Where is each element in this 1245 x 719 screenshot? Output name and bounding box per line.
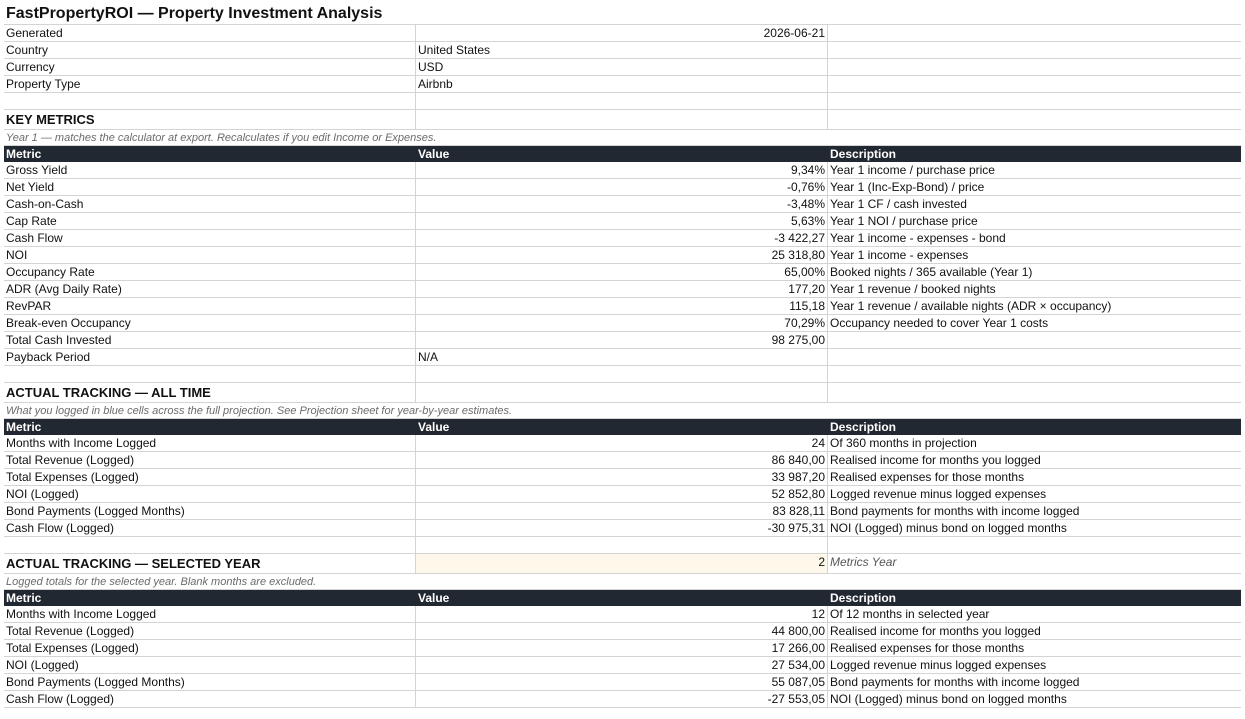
description-cell[interactable]: NOI (Logged) minus bond on logged months: [830, 692, 1067, 706]
metric-cell[interactable]: Occupancy Rate: [4, 264, 416, 280]
table-row: [4, 264, 1241, 281]
info-label[interactable]: Generated: [4, 25, 416, 41]
info-row: [4, 42, 1241, 59]
section-note-row: [4, 574, 1241, 590]
metric-cell[interactable]: Cash Flow: [4, 230, 416, 246]
empty-cell[interactable]: [416, 383, 828, 402]
value-cell[interactable]: -3 422,27: [416, 230, 828, 246]
table-row: [4, 623, 1241, 640]
description-cell[interactable]: Bond payments for months with income logged: [830, 504, 1080, 518]
description-cell[interactable]: Of 12 months in selected year: [830, 607, 990, 621]
value-cell[interactable]: 44 800,00: [416, 623, 828, 639]
value-cell[interactable]: 83 828,11: [416, 503, 828, 519]
info-value[interactable]: Airbnb: [416, 76, 828, 92]
value-cell[interactable]: 5,63%: [416, 213, 828, 229]
empty-cell[interactable]: [416, 366, 828, 382]
metric-cell[interactable]: Cash Flow (Logged): [4, 520, 416, 536]
section-title-row: [4, 110, 1241, 130]
empty-cell[interactable]: [828, 110, 1241, 129]
description-cell[interactable]: Logged revenue minus logged expenses: [830, 658, 1047, 672]
description-cell[interactable]: Bond payments for months with income logged: [830, 675, 1080, 689]
value-cell[interactable]: 17 266,00: [416, 640, 828, 656]
description-cell[interactable]: Year 1 (Inc-Exp-Bond) / price: [830, 180, 985, 194]
description-cell[interactable]: [828, 349, 1241, 365]
empty-cell[interactable]: [828, 366, 1241, 382]
blank-row: [4, 537, 1241, 554]
info-empty-cell[interactable]: [828, 76, 1241, 92]
value-cell[interactable]: N/A: [416, 349, 828, 365]
section-title-row: [4, 383, 1241, 403]
description-cell[interactable]: Year 1 revenue / booked nights: [830, 282, 996, 296]
info-row: [4, 76, 1241, 93]
value-cell[interactable]: 65,00%: [416, 264, 828, 280]
table-row: [4, 298, 1241, 315]
metrics-year-label[interactable]: Metrics Year: [830, 555, 897, 569]
header-metric[interactable]: Metric: [4, 590, 416, 605]
description-cell[interactable]: Realised income for months you logged: [830, 453, 1041, 467]
info-value[interactable]: USD: [416, 59, 828, 75]
table-row: [4, 606, 1241, 623]
value-cell[interactable]: -3,48%: [416, 196, 828, 212]
header-description[interactable]: Description: [828, 590, 1241, 605]
table-row: [4, 281, 1241, 298]
table-row: [4, 520, 1241, 537]
info-label[interactable]: Property Type: [4, 76, 416, 92]
table-row: [4, 230, 1241, 247]
value-cell[interactable]: 52 852,80: [416, 486, 828, 502]
info-row: [4, 59, 1241, 76]
value-cell[interactable]: 70,29%: [416, 315, 828, 331]
description-cell[interactable]: Realised expenses for those months: [830, 641, 1025, 655]
table-header-row: [4, 590, 1241, 606]
table-row: [4, 349, 1241, 366]
all-time-rows: [4, 435, 1241, 537]
metric-cell[interactable]: Cash Flow (Logged): [4, 691, 416, 707]
metric-cell[interactable]: Total Expenses (Logged): [4, 640, 416, 656]
table-row: [4, 196, 1241, 213]
value-cell[interactable]: 115,18: [416, 298, 828, 314]
value-cell[interactable]: -30 975,31: [416, 520, 828, 536]
description-cell[interactable]: Year 1 income - expenses: [830, 248, 969, 262]
description-cell[interactable]: Year 1 income / purchase price: [830, 163, 995, 177]
header-value[interactable]: Value: [416, 590, 828, 605]
table-row: [4, 503, 1241, 520]
table-row: [4, 640, 1241, 657]
table-row: [4, 469, 1241, 486]
description-cell[interactable]: Of 360 months in projection: [830, 436, 977, 450]
value-cell[interactable]: 12: [416, 606, 828, 622]
header-metric[interactable]: Metric: [4, 146, 416, 161]
metric-cell[interactable]: Months with Income Logged: [4, 606, 416, 622]
metric-cell[interactable]: Months with Income Logged: [4, 435, 416, 451]
empty-cell[interactable]: [416, 93, 828, 109]
info-date-value[interactable]: 2026-06-21: [416, 25, 828, 41]
description-cell[interactable]: Realised expenses for those months: [830, 470, 1025, 484]
metric-cell[interactable]: Total Cash Invested: [4, 332, 416, 348]
description-cell[interactable]: Year 1 income - expenses - bond: [830, 231, 1006, 245]
metric-cell[interactable]: Gross Yield: [4, 162, 416, 178]
selected-year-title[interactable]: ACTUAL TRACKING — SELECTED YEAR: [4, 554, 416, 573]
metric-cell[interactable]: Cap Rate: [4, 213, 416, 229]
metric-cell[interactable]: Total Revenue (Logged): [4, 623, 416, 639]
description-cell[interactable]: NOI (Logged) minus bond on logged months: [830, 521, 1067, 535]
value-cell[interactable]: 9,34%: [416, 162, 828, 178]
empty-cell[interactable]: [828, 93, 1241, 109]
description-cell[interactable]: Year 1 NOI / purchase price: [830, 214, 978, 228]
value-cell[interactable]: -0,76%: [416, 179, 828, 195]
spreadsheet-grid: [4, 4, 1241, 708]
table-header-row: [4, 146, 1241, 162]
selected-year-note[interactable]: Logged totals for the selected year. Blank months are excluded.: [6, 576, 317, 588]
info-value[interactable]: United States: [416, 42, 828, 58]
empty-cell[interactable]: [4, 537, 416, 553]
table-row: [4, 179, 1241, 196]
table-row: [4, 657, 1241, 674]
description-cell[interactable]: Logged revenue minus logged expenses: [830, 487, 1047, 501]
empty-cell[interactable]: [416, 110, 828, 129]
value-cell[interactable]: -27 553,05: [416, 691, 828, 707]
info-empty-cell[interactable]: [828, 25, 1241, 41]
info-row: [4, 25, 1241, 42]
key-metrics-title[interactable]: KEY METRICS: [4, 110, 416, 129]
metric-cell[interactable]: Bond Payments (Logged Months): [4, 674, 416, 690]
metric-cell[interactable]: Bond Payments (Logged Months): [4, 503, 416, 519]
metric-cell[interactable]: ADR (Avg Daily Rate): [4, 281, 416, 297]
description-cell[interactable]: Realised income for months you logged: [830, 624, 1041, 638]
metric-cell[interactable]: Payback Period: [4, 349, 416, 365]
table-row: [4, 162, 1241, 179]
table-row: [4, 486, 1241, 503]
info-label[interactable]: Country: [4, 42, 416, 58]
header-value[interactable]: Value: [416, 419, 828, 434]
table-row: [4, 691, 1241, 708]
description-cell[interactable]: Year 1 revenue / available nights (ADR × occupancy): [830, 299, 1112, 313]
header-value[interactable]: Value: [416, 146, 828, 161]
header-description[interactable]: Description: [828, 146, 1241, 161]
metric-cell[interactable]: RevPAR: [4, 298, 416, 314]
section-note-row: [4, 130, 1241, 146]
metric-cell[interactable]: Break-even Occupancy: [4, 315, 416, 331]
value-cell[interactable]: 177,20: [416, 281, 828, 297]
description-cell[interactable]: Year 1 CF / cash invested: [830, 197, 967, 211]
description-cell[interactable]: Occupancy needed to cover Year 1 costs: [830, 316, 1049, 330]
key-metrics-rows: [4, 162, 1241, 349]
table-row: [4, 452, 1241, 469]
metric-cell[interactable]: NOI (Logged): [4, 657, 416, 673]
value-cell[interactable]: 86 840,00: [416, 452, 828, 468]
value-cell[interactable]: 25 318,80: [416, 247, 828, 263]
empty-cell[interactable]: [4, 366, 416, 382]
blank-row: [4, 93, 1241, 110]
metric-cell[interactable]: Total Expenses (Logged): [4, 469, 416, 485]
section-title-row: [4, 554, 1241, 574]
empty-cell[interactable]: [828, 383, 1241, 402]
metric-cell[interactable]: NOI: [4, 247, 416, 263]
table-row: [4, 332, 1241, 349]
empty-cell[interactable]: [416, 537, 828, 553]
table-header-row: [4, 419, 1241, 435]
section-note-row: [4, 403, 1241, 419]
info-label[interactable]: Currency: [4, 59, 416, 75]
header-description[interactable]: Description: [828, 419, 1241, 434]
all-time-note[interactable]: What you logged in blue cells across the full projection. See Projection sheet for year-by-year estimates.: [6, 405, 513, 417]
empty-cell[interactable]: [828, 537, 1241, 553]
info-empty-cell[interactable]: [828, 42, 1241, 58]
metric-cell[interactable]: Net Yield: [4, 179, 416, 195]
selected-year-rows: [4, 606, 1241, 708]
key-metrics-note[interactable]: Year 1 — matches the calculator at export. Recalculates if you edit Income or Expenses.: [6, 132, 437, 144]
blank-row: [4, 366, 1241, 383]
empty-cell[interactable]: [4, 93, 416, 109]
table-row: [4, 435, 1241, 452]
description-cell[interactable]: Booked nights / 365 available (Year 1): [830, 265, 1033, 279]
table-row: [4, 315, 1241, 332]
value-cell[interactable]: 55 087,05: [416, 674, 828, 690]
table-row: [4, 247, 1241, 264]
metric-cell[interactable]: NOI (Logged): [4, 486, 416, 502]
value-cell[interactable]: 24: [416, 435, 828, 451]
title-row: [4, 4, 1241, 25]
table-row: [4, 213, 1241, 230]
description-cell[interactable]: [828, 332, 1241, 348]
metric-cell[interactable]: Cash-on-Cash: [4, 196, 416, 212]
all-time-title[interactable]: ACTUAL TRACKING — ALL TIME: [4, 383, 416, 402]
value-cell[interactable]: 27 534,00: [416, 657, 828, 673]
sheet-title[interactable]: FastPropertyROI — Property Investment Analysis: [6, 5, 383, 22]
value-cell[interactable]: 33 987,20: [416, 469, 828, 485]
info-empty-cell[interactable]: [828, 59, 1241, 75]
metric-cell[interactable]: Total Revenue (Logged): [4, 452, 416, 468]
table-row: [4, 674, 1241, 691]
metrics-year-input[interactable]: 2: [416, 554, 828, 573]
value-cell[interactable]: 98 275,00: [416, 332, 828, 348]
header-metric[interactable]: Metric: [4, 419, 416, 434]
